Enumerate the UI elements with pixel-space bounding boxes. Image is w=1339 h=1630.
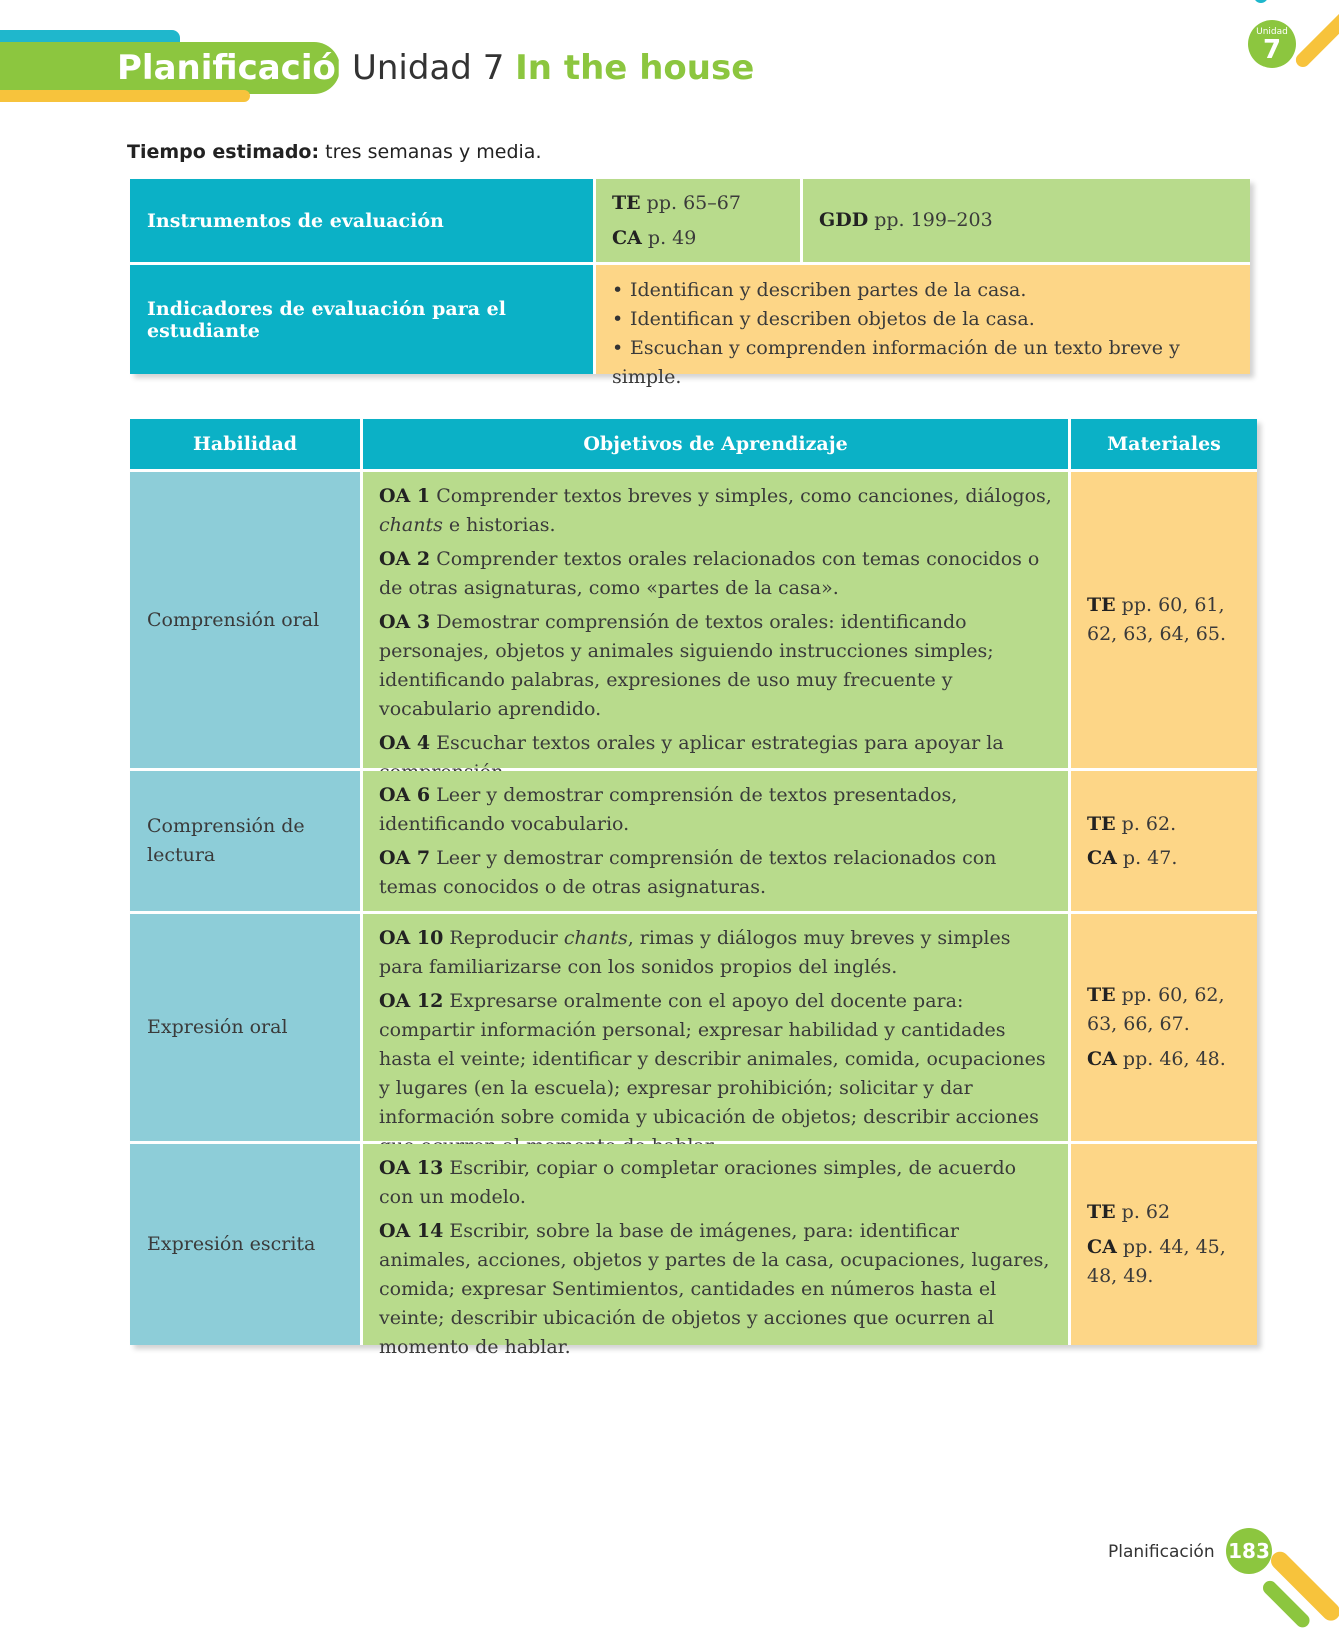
material-item [1087,981,1245,1039]
materials-cell [1071,771,1257,911]
footer-label: Planificación [1108,1542,1215,1562]
objective-code: OA 1 [379,485,431,507]
objectives-cell [363,472,1068,768]
material-code: TE [1087,813,1116,835]
gdd-pages: pp. 199–203 [874,209,993,231]
objective-text: Escribir, copiar o completar oraciones simples, de acuerdo con un modelo. [379,1157,1017,1208]
indicators-label: Indicadores de evaluación para el estudiante [147,297,506,342]
objective-item [379,608,1054,724]
estimated-time-label: Tiempo estimado: [127,141,320,163]
objective-item [379,987,1054,1161]
te-code: TE [612,192,641,214]
unit-badge [1243,0,1339,80]
indicators-cell [596,265,1250,388]
skill-cell [130,771,360,911]
badge-circle [1248,20,1296,68]
te-line [612,186,800,221]
estimated-time-value: tres semanas y media. [325,141,542,163]
estimated-time [127,141,541,163]
badge-stripe-cyan [1251,0,1317,6]
material-pages: pp. 46, 48. [1122,1048,1226,1070]
material-item [1087,591,1245,649]
material-pages: pp. 60, 62, 63, 66, 67. [1087,984,1225,1035]
skill-label: Comprensión oral [147,608,320,631]
header-materials [1071,419,1257,469]
objective-code: OA 10 [379,927,444,949]
page-number: 183 [1226,1528,1272,1574]
objective-text: e historias. [442,514,556,536]
objectives-cell [363,1144,1068,1358]
indicator-item: • Identifican y describen partes de la casa. [612,276,1250,305]
evaluation-table [130,179,1250,388]
skill-label: Expresión oral [147,1016,288,1038]
objective-text: Demostrar comprensión de textos orales: identificando personajes, objetos y animales siguiendo instrucciones simples; identificando palabras, expresiones de uso muy frecuente y vocabulario aprendido. [379,611,994,720]
skill-cell [130,472,360,768]
materials-cell [1071,1144,1257,1345]
skill-cell [130,914,360,1141]
objectives-cell [363,914,1068,1141]
instruments-label-cell [130,179,593,262]
unit-prefix: Unidad 7 [352,48,505,88]
ca-line [612,221,800,256]
header-stripe-yellow [0,90,250,102]
section-label: Planificación [117,48,361,88]
objective-text: Leer y demostrar comprensión de textos presentados, identificando vocabulario. [379,784,958,835]
skill-cell [130,1144,360,1345]
material-item [1087,841,1245,875]
gdd-cell [803,179,1250,262]
te-ca-cell [596,179,800,262]
objective-code: OA 3 [379,611,431,633]
indicators-list [612,276,1250,392]
material-code: TE [1087,1201,1116,1223]
material-pages: p. 62 [1121,1201,1171,1223]
badge-stripe-yellow [1293,3,1339,69]
skill-label: Comprensión de lectura [147,815,305,866]
material-pages: p. 62. [1121,813,1177,835]
objective-code: OA 4 [379,732,431,754]
objective-item [379,482,1054,540]
objective-item [379,781,1054,839]
material-pages: p. 47. [1122,847,1178,869]
gdd-code: GDD [819,209,869,231]
instruments-label: Instrumentos de evaluación [147,209,444,232]
indicator-item: • Escuchan y comprenden información de un texto breve y simple. [612,334,1250,392]
objective-code: OA 12 [379,990,444,1012]
badge-label: Unidad [1256,27,1288,37]
header-objectives [363,419,1068,469]
header-objectives-label: Objetivos de Aprendizaje [583,433,848,455]
material-code: CA [1087,1236,1117,1258]
header-stripe-cyan [0,30,180,42]
te-pages: pp. 65–67 [646,192,741,214]
header-materials-label: Materiales [1107,433,1221,455]
unit-name: In the house [515,48,755,88]
objective-emphasis: chants [379,514,443,536]
indicator-item: • Identifican y describen objetos de la casa. [612,305,1250,334]
objective-text: Expresarse oralmente con el apoyo del docente para: compartir información personal; expresar habilidad y cantidades hasta el veinte; identificar y describir animales, comida, ocupaciones y lugares (en la escuela); expresar prohibición; solicitar y dar información sobre comida y ubicación de objetos; describir acciones [379,990,1046,1128]
material-pages: pp. 44, 45, 48, 49. [1087,1236,1226,1287]
ca-code: CA [612,227,642,249]
objective-text: Leer y demostrar comprensión de textos relacionados con temas conocidos o de otras asignaturas. [379,847,997,898]
material-code: CA [1087,847,1117,869]
objective-text: Reproducir [449,927,564,949]
material-code: TE [1087,594,1116,616]
header-skill [130,419,360,469]
material-item [1087,1233,1245,1291]
objective-item [379,844,1054,902]
skill-label: Expresión escrita [147,1233,316,1255]
material-item [1087,1198,1245,1227]
material-item [1087,807,1245,841]
header-skill-label: Habilidad [192,433,298,455]
objective-text: Escuchar textos orales y aplicar estrategias para apoyar la [436,732,1004,754]
indicators-label-cell [130,265,593,374]
objective-emphasis: chants [563,927,628,949]
objective-item [379,1154,1054,1212]
planning-table [130,419,1257,1358]
unit-title [352,46,754,90]
badge-number: 7 [1262,35,1282,65]
objectives-cell [363,771,1068,911]
objective-text: Escribir, sobre la base de imágenes, para: identificar animales, acciones, objetos y partes de la casa, ocupaciones, lugares, comida; expresar Sentimientos, cantidades en números hasta el veinte; describir ubicación de objetos y acciones que ocurren al momento de hablar. [379,1220,1050,1358]
objective-code: OA 13 [379,1157,444,1179]
objective-text: , rimas y diálogos muy breves y simples para familiarizarse con los sonidos propios del inglés. [379,927,1011,978]
material-pages: pp. 60, 61, 62, 63, 64, 65. [1087,594,1226,645]
materials-cell [1071,914,1257,1141]
ca-pages: p. 49 [647,227,697,249]
objective-code: OA 7 [379,847,431,869]
objective-item [379,1217,1054,1362]
objective-code: OA 2 [379,548,431,570]
objective-item [379,545,1054,603]
objective-code: OA 6 [379,784,431,806]
gdd-line [819,206,993,235]
objective-item [379,924,1054,982]
material-code: TE [1087,984,1116,1006]
objective-text: Comprender textos orales relacionados con temas conocidos o de otras asignaturas, como «partes de la casa». [379,548,1040,599]
material-item [1087,1045,1245,1074]
objective-text: Comprender textos breves y simples, como canciones, diálogos, [436,485,1052,507]
objective-code: OA 14 [379,1220,444,1242]
material-code: CA [1087,1048,1117,1070]
materials-cell [1071,472,1257,768]
